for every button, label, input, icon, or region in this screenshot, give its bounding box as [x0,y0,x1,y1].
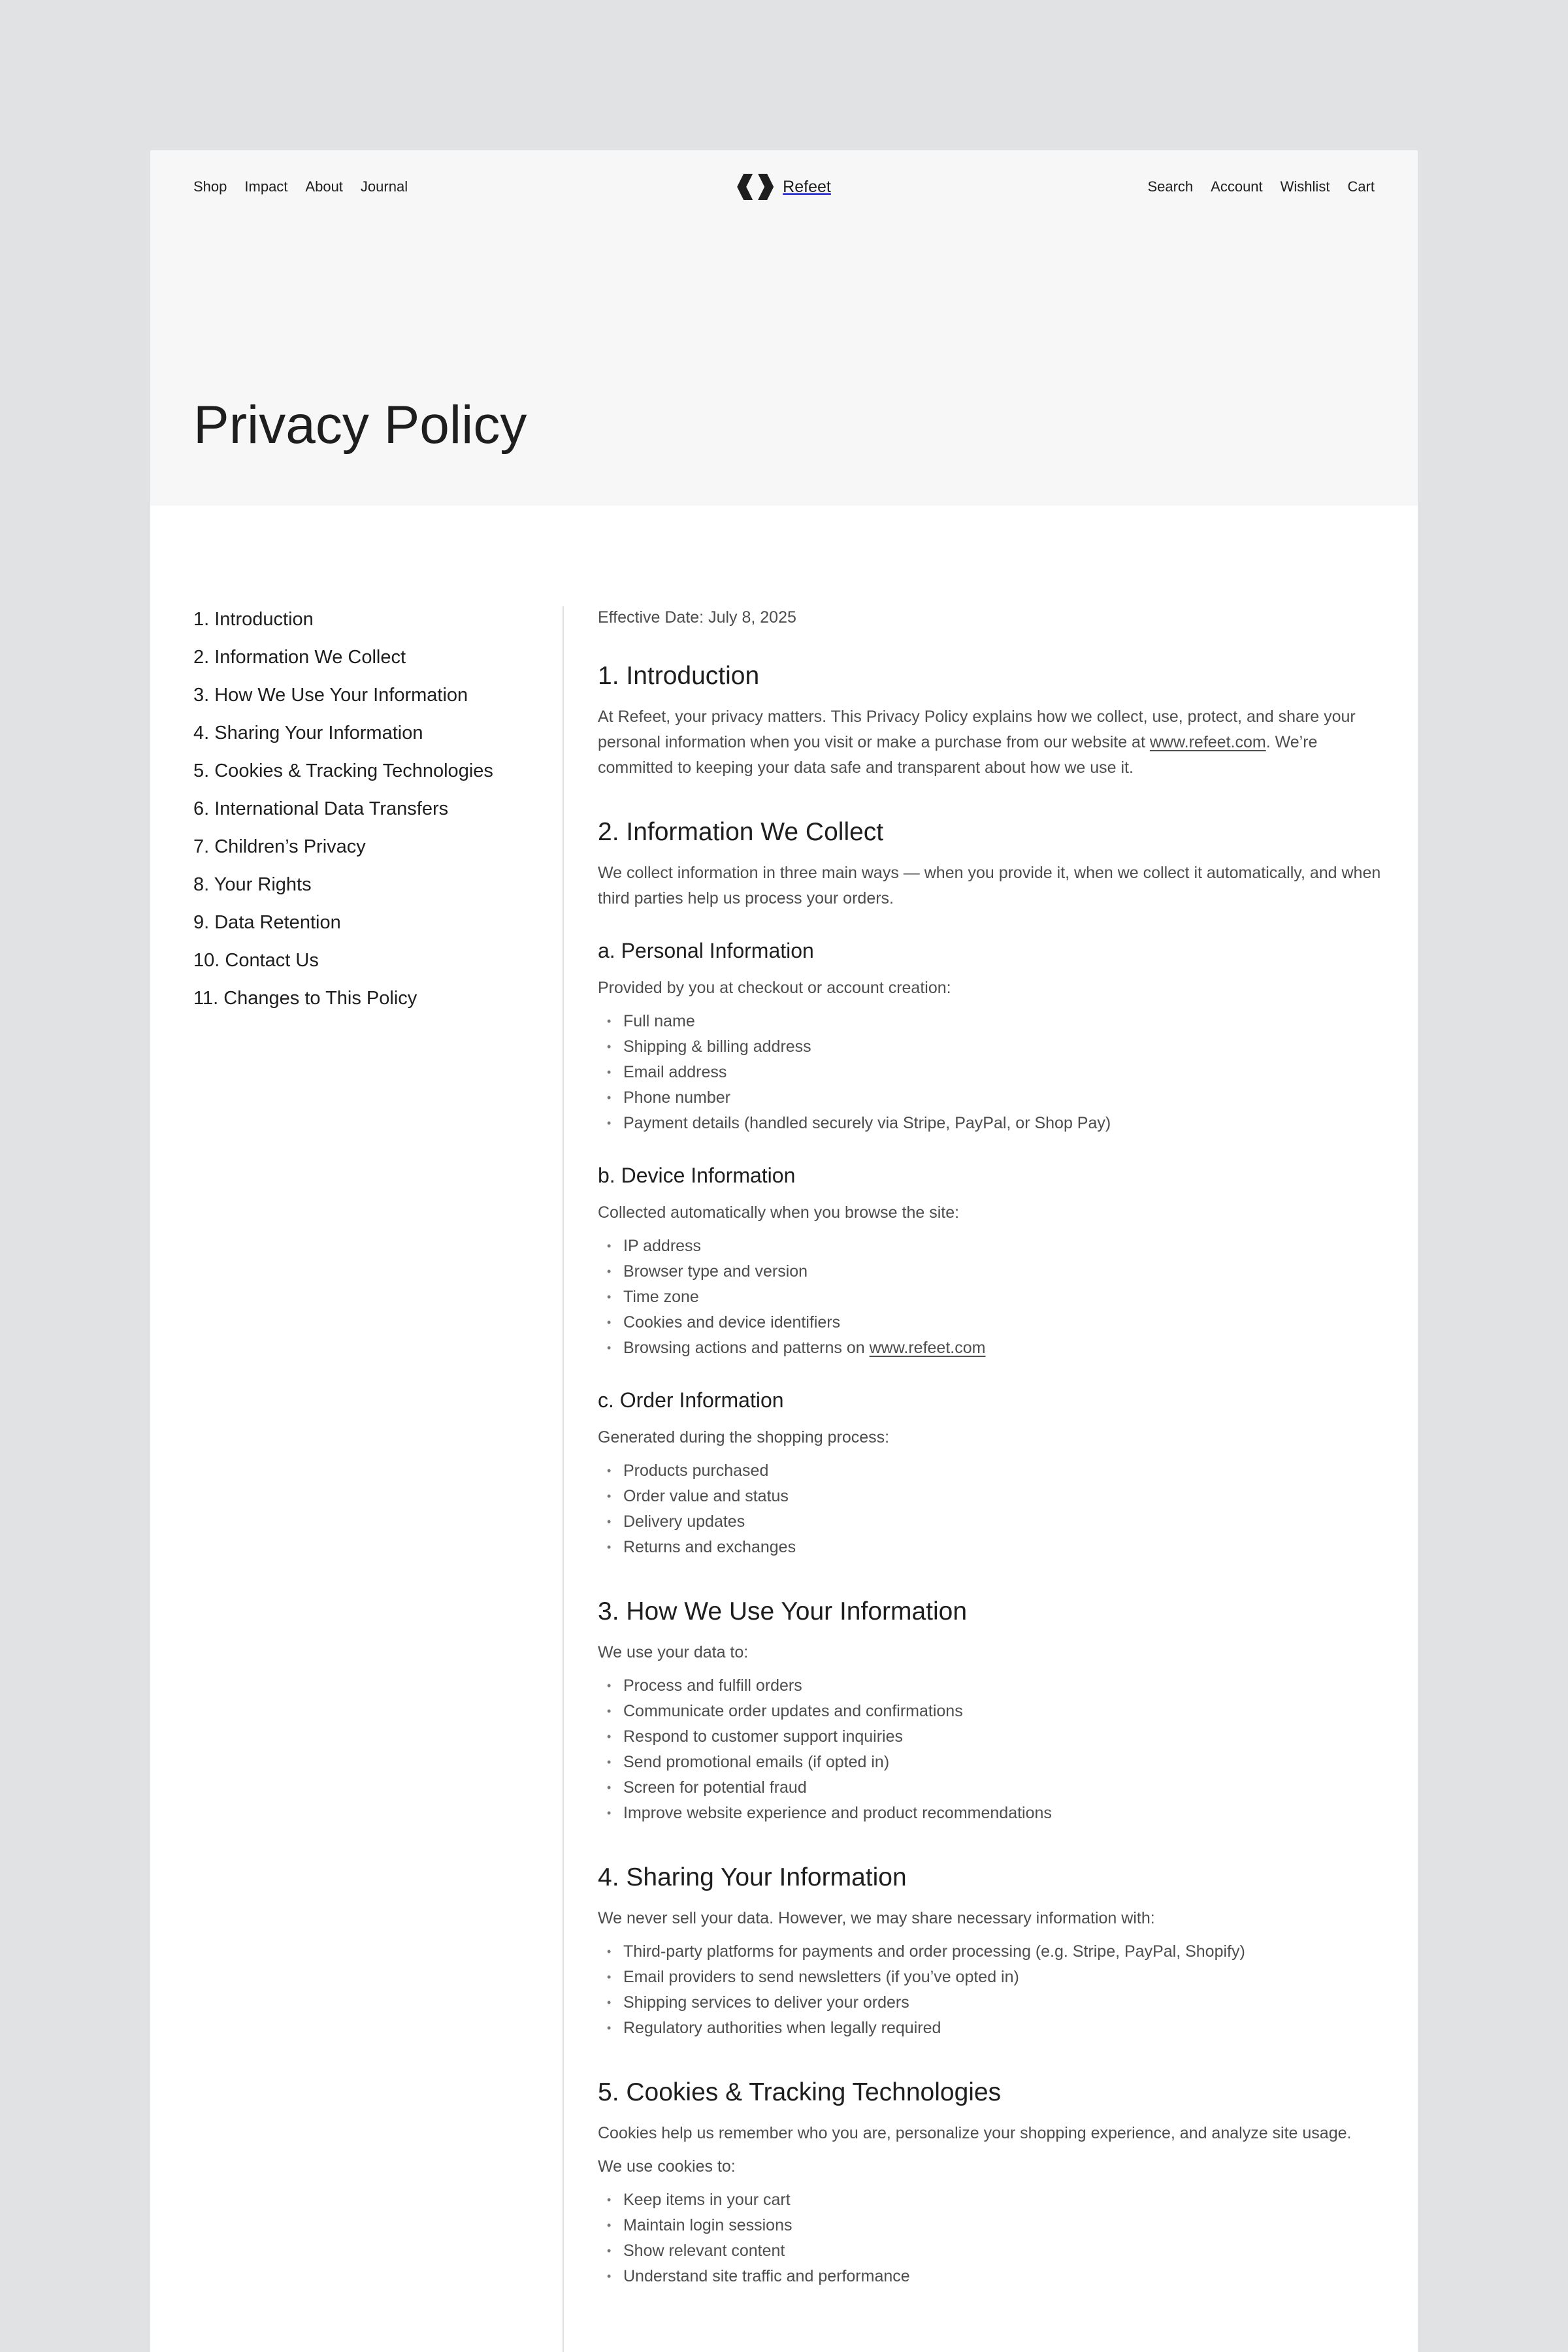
section-lead: We use your data to: [598,1643,749,1661]
section-information-we-collect [598,817,1382,1560]
toc-item [193,873,533,911]
subsection-lead: Provided by you at checkout or account creation: [598,979,951,997]
subsection-heading: b. Device Information [598,1164,796,1187]
toc-link-changes[interactable]: 11. Changes to This Policy [193,988,417,1009]
list-item: • IP address [598,1233,1382,1259]
bullet-list [598,2187,1382,2289]
section-heading: 2. Information We Collect [598,818,884,846]
page [150,150,1418,2352]
list-item: • Regulatory authorities when legally required [598,2016,1382,2041]
column-divider [563,606,564,2352]
list-item: • Returns and exchanges [598,1535,1382,1560]
list-item: • Browser type and version [598,1259,1382,1284]
toc-item [193,797,533,835]
toc-link-introduction[interactable]: 1. Introduction [193,609,314,630]
list-item: • Screen for potential fraud [598,1775,1382,1801]
list-item: • Improve website experience and product recommendations [598,1801,1382,1826]
refeet-logo-icon [737,174,774,200]
bullet-list [598,1233,1382,1361]
section-text: Cookies help us remember who you are, personalize your shopping experience, and analyze site usage. [598,2124,1352,2142]
toc-item [193,683,533,721]
toc-item [193,645,533,683]
policy-content [598,608,1382,2289]
toc-link-international[interactable]: 6. International Data Transfers [193,798,449,819]
list-item: • Order value and status [598,1484,1382,1509]
toc-link-data-retention[interactable]: 9. Data Retention [193,912,341,933]
toc-link-childrens-privacy[interactable]: 7. Children’s Privacy [193,836,366,857]
section-cookies [598,2078,1382,2289]
toc-link-information-we-collect[interactable]: 2. Information We Collect [193,647,406,668]
list-item: • Maintain login sessions [598,2213,1382,2238]
subsection-heading: a. Personal Information [598,939,814,962]
nav-right [1147,178,1375,195]
toc-link-how-we-use[interactable]: 3. How We Use Your Information [193,685,468,706]
nav-shop[interactable]: Shop [193,178,227,195]
list-item: • Delivery updates [598,1509,1382,1535]
list-item: • Communicate order updates and confirmations [598,1699,1382,1724]
list-item: • Keep items in your cart [598,2187,1382,2213]
bullet-list [598,1458,1382,1560]
nav-left [193,178,408,195]
toc-item [193,911,533,949]
toc-item [193,949,533,987]
toc-link-cookies[interactable]: 5. Cookies & Tracking Technologies [193,760,493,781]
list-item: • Email providers to send newsletters (if you’ve opted in) [598,1965,1382,1990]
subsection-heading: c. Order Information [598,1388,784,1412]
section-lead: We use cookies to: [598,2157,736,2176]
list-item [598,1335,1382,1361]
nav-search[interactable]: Search [1147,178,1194,195]
list-item: • Understand site traffic and performance [598,2264,1382,2289]
list-item: • Time zone [598,1284,1382,1310]
list-item: • Cookies and device identifiers [598,1310,1382,1335]
list-item: • Process and fulfill orders [598,1673,1382,1699]
list-item-text: Browsing actions and patterns on [623,1339,870,1357]
subsection-lead: Generated during the shopping process: [598,1428,890,1446]
toc-item [193,835,533,873]
list-item: • Products purchased [598,1458,1382,1484]
nav-account[interactable]: Account [1211,178,1263,195]
nav-about[interactable]: About [305,178,343,195]
brand-logo-link[interactable] [737,172,831,201]
toc-item [193,608,533,645]
section-introduction [598,661,1382,781]
toc-item [193,759,533,797]
section-sharing [598,1863,1382,2041]
section-heading: 5. Cookies & Tracking Technologies [598,2078,1002,2106]
bullet-list [598,1009,1382,1136]
effective-date: Effective Date: July 8, 2025 [598,608,796,627]
toc-link-contact-us[interactable]: 10. Contact Us [193,950,319,971]
nav-wishlist[interactable]: Wishlist [1280,178,1330,195]
list-item: • Phone number [598,1085,1382,1111]
section-heading: 1. Introduction [598,662,760,690]
list-item: • Payment details (handled securely via Stripe, PayPal, or Shop Pay) [598,1111,1382,1136]
page-title: Privacy Policy [193,395,527,455]
section-how-we-use [598,1597,1382,1826]
list-item: • Third-party platforms for payments and order processing (e.g. Stripe, PayPal, Shopify) [598,1939,1382,1965]
intro-text-part: At Refeet, your privacy matters. This Privacy Policy explains how we collect, use, protect, and share your personal information when you visit or make a purchase from our website at [598,708,1356,751]
brand-name: Refeet [783,177,831,196]
toc-link-your-rights[interactable]: 8. Your Rights [193,874,312,895]
table-of-contents [193,608,533,1024]
bullet-list [598,1939,1382,2041]
section-heading: 4. Sharing Your Information [598,1863,907,1891]
hero [150,150,1418,506]
bullet-list [598,1673,1382,1826]
section-text [598,704,1382,781]
section-heading: 3. How We Use Your Information [598,1597,968,1625]
list-item: • Email address [598,1060,1382,1085]
top-nav [193,172,1375,201]
toc-item [193,987,533,1024]
section-lead: We never sell your data. However, we may share necessary information with: [598,1909,1155,1927]
website-link[interactable]: www.refeet.com [869,1339,986,1357]
nav-impact[interactable]: Impact [244,178,288,195]
nav-journal[interactable]: Journal [360,178,408,195]
list-item: • Shipping services to deliver your orders [598,1990,1382,2016]
subsection-lead: Collected automatically when you browse the site: [598,1203,960,1222]
list-item: • Shipping & billing address [598,1034,1382,1060]
list-item: • Send promotional emails (if opted in) [598,1750,1382,1775]
list-item: • Show relevant content [598,2238,1382,2264]
intro-text-part: . We’re committed to keeping your data safe and transparent about how we use it. [598,733,1318,777]
website-link[interactable]: www.refeet.com [1149,733,1266,751]
toc-item [193,721,533,759]
list-item: • Respond to customer support inquiries [598,1724,1382,1750]
section-text: We collect information in three main ways — when you provide it, when we collect it automatically, and when third parties help us process your orders. [598,864,1381,907]
nav-cart[interactable]: Cart [1347,178,1375,195]
toc-link-sharing[interactable]: 4. Sharing Your Information [193,723,423,743]
list-item: • Full name [598,1009,1382,1034]
